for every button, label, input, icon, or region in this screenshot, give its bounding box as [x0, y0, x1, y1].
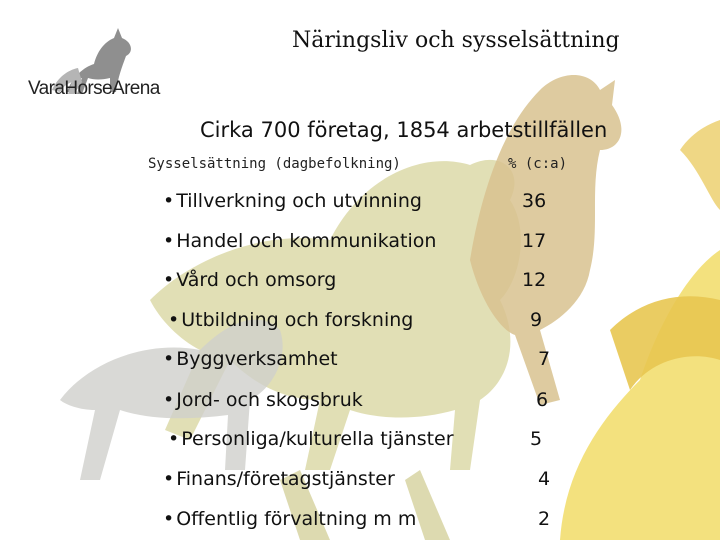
table-row-label: • Personliga/kulturella tjänster: [168, 428, 454, 450]
table-row-label: • Vård och omsorg: [163, 269, 337, 291]
table-row-label: • Finans/företagstjänster: [163, 468, 395, 490]
table-row-label: • Jord- och skogsbruk: [163, 389, 363, 411]
table-row-label: • Byggverksamhet: [163, 348, 338, 370]
table-row-label: • Handel och kommunikation: [163, 230, 437, 252]
table-row-value: 5: [530, 428, 543, 450]
horse-silhouette-icon: [680, 120, 720, 210]
horse-silhouette-icon: [560, 250, 720, 540]
table-row-value: 9: [530, 309, 543, 331]
table-row-value: 7: [538, 348, 551, 370]
table-row-value: 36: [522, 190, 547, 212]
table-row-value: 17: [522, 230, 547, 252]
table-row-value: 12: [522, 269, 547, 291]
summary-heading: Cirka 700 företag, 1854 arbetstillfällen: [200, 118, 608, 142]
table-row-value: 4: [538, 468, 551, 490]
column-header-sector: Sysselsättning (dagbefolkning): [148, 156, 401, 172]
column-header-percent: % (c:a): [508, 156, 568, 172]
table-row-label: • Offentlig förvaltning m m: [163, 508, 417, 530]
table-row-label: • Utbildning och forskning: [168, 309, 414, 331]
page-title: Näringsliv och sysselsättning: [292, 28, 620, 53]
table-row-value: 2: [538, 508, 551, 530]
table-row-label: • Tillverkning och utvinning: [163, 190, 422, 212]
table-row-value: 6: [536, 389, 549, 411]
brand-logo-text: VaraHorseArena: [28, 78, 160, 99]
